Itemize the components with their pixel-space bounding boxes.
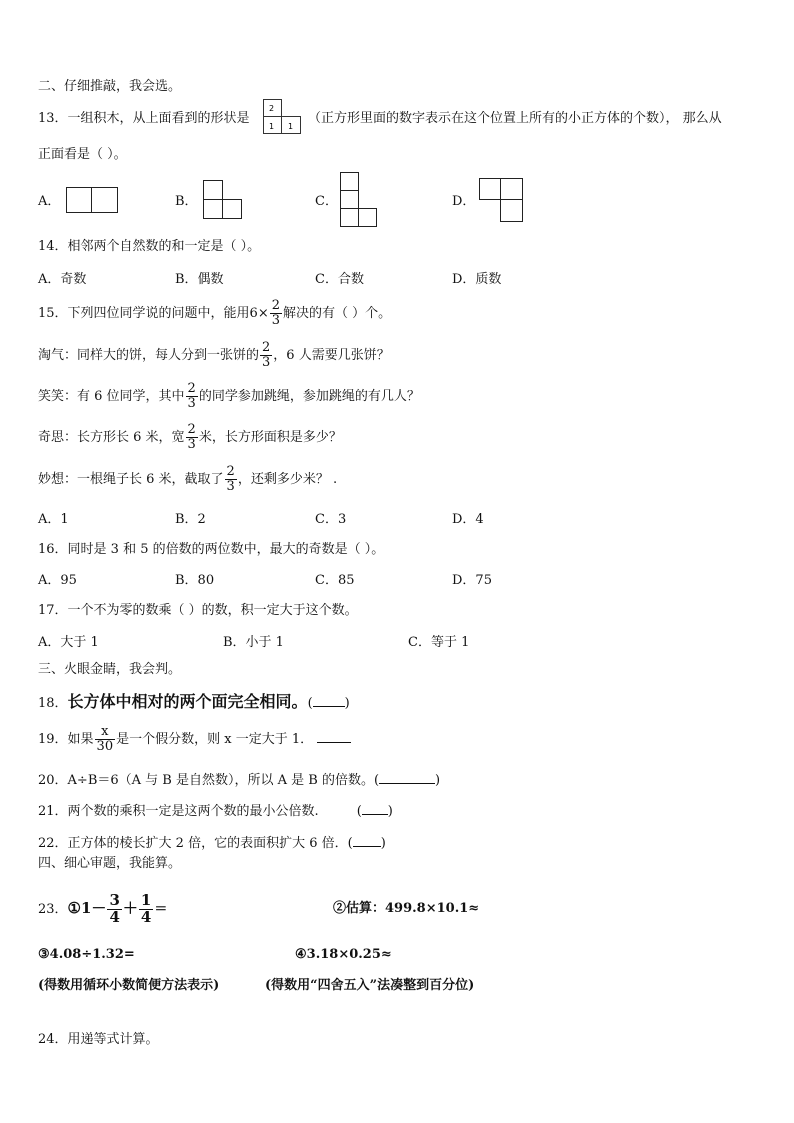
question-24-stem: 24．用递等式计算。: [38, 1032, 159, 1047]
question-23-note-2: (得数用“四舍五入”法凑整到百分位): [265, 978, 475, 993]
question-17-stem: 17．一个不为零的数乘（ ）的数，积一定大于这个数。: [38, 603, 358, 618]
grid-number: 1: [269, 122, 275, 131]
answer-blank[interactable]: [379, 771, 435, 784]
option-b[interactable]: B．小于 1: [223, 635, 284, 650]
option-d[interactable]: D．4: [452, 512, 484, 527]
option-a[interactable]: A．奇数: [38, 272, 87, 287]
fraction: $\frac{2}{3}$: [187, 422, 196, 452]
question-number: 18．: [38, 696, 68, 711]
option-a-figure: [66, 187, 120, 214]
option-b[interactable]: B．偶数: [175, 272, 224, 287]
statement-miaoxiang: 妙想：一根绳子长 6 米，截取了 $\frac{2}{3}$ ，还剩多少米？ .: [38, 464, 338, 494]
answer-blank[interactable]: [317, 730, 351, 743]
question-19: 19．如果 $\frac{x}{30}$ 是一个假分数，则 x 一定大于 1．: [38, 722, 351, 758]
question-13-line2: 正面看是（ ）。: [38, 147, 127, 162]
stem-text: 解决的有（ ）个。: [283, 306, 392, 321]
option-b[interactable]: B．80: [175, 573, 215, 588]
question-23-part-3: ③4.08÷1.32=: [38, 947, 135, 962]
option-c[interactable]: C．3: [315, 512, 347, 527]
option-d-figure: [479, 178, 525, 224]
question-23-part-2: ②估算：499.8×10.1≈: [333, 901, 480, 916]
fraction: $\frac{2}{3}$: [187, 381, 196, 411]
section-title: 二、仔细推敲，我会选。: [38, 79, 182, 94]
question-13-prefix: 13．一组积木，从上面看到的形状是: [38, 111, 250, 126]
option-c[interactable]: C．合数: [315, 272, 364, 287]
question-text: 长方体中相对的两个面完全相同。: [67, 692, 308, 711]
question-23-part-1: 23．①1－ $\frac{3}{4}$ ＋ $\frac{1}{4}$ ＝: [38, 891, 168, 926]
option-b[interactable]: B．2: [175, 512, 206, 527]
question-16-stem: 16．同时是 3 和 5 的倍数的两位数中，最大的奇数是（ ）。: [38, 542, 385, 557]
option-c[interactable]: C．85: [315, 573, 355, 588]
fraction: $\frac{x}{30}$: [96, 724, 114, 754]
option-d-label[interactable]: D．: [452, 194, 476, 209]
option-c-figure: [340, 172, 380, 228]
section-title: 三、火眼金睛，我会判。: [38, 662, 182, 677]
option-d[interactable]: D．质数: [452, 272, 502, 287]
question-18: 18．长方体中相对的两个面完全相同。( ): [38, 692, 350, 711]
question-23-part-4: ④3.18×0.25≈: [295, 947, 392, 962]
question-20: 20．A÷B＝6（A 与 B 是自然数），所以 A 是 B 的倍数。( ): [38, 773, 441, 788]
option-c-label[interactable]: C．: [315, 194, 338, 209]
option-a[interactable]: A．大于 1: [38, 635, 99, 650]
expr-lead: 6×: [249, 306, 269, 321]
stem-text: 15．下列四位同学说的问题中，能用: [38, 306, 250, 321]
question-13-suffix: （正方形里面的数字表示在这个位置上所有的小正方体的个数）， 那么从: [308, 111, 722, 126]
option-b-figure: [203, 180, 245, 220]
question-15-stem: [38, 296, 391, 332]
answer-blank[interactable]: [362, 802, 388, 815]
top-view-grid-figure: [263, 99, 303, 135]
option-b-label[interactable]: B．: [175, 194, 198, 209]
fraction: $\frac{2}{3}$: [262, 340, 271, 370]
grid-number: 1: [288, 122, 294, 131]
option-a-label[interactable]: A．: [38, 194, 61, 209]
question-14-stem: 14．相邻两个自然数的和一定是（ ）。: [38, 239, 261, 254]
statement-xiaoxiao: 笑笑：有 6 位同学，其中 $\frac{2}{3}$ 的同学参加跳绳，参加跳绳的有几人？: [38, 381, 420, 411]
statement-qisi: 奇思：长方形长 6 米，宽 $\frac{2}{3}$ 米，长方形面积是多少？: [38, 422, 342, 452]
question-21: 21．两个数的乘积一定是这两个数的最小公倍数. ( ): [38, 804, 393, 819]
question-23-note-1: (得数用循环小数简便方法表示): [38, 978, 220, 993]
statement-taoqi: 淘气：同样大的饼，每人分到一张饼的 $\frac{2}{3}$ ，6 人需要几张饼？: [38, 340, 390, 370]
answer-blank[interactable]: [313, 694, 345, 707]
question-22: 22．正方体的棱长扩大 2 倍，它的表面积扩大 6 倍．( ): [38, 836, 386, 851]
fraction: $\frac{2}{3}$: [271, 298, 280, 328]
option-d[interactable]: D．75: [452, 573, 492, 588]
grid-number: 2: [269, 104, 275, 113]
option-c[interactable]: C．等于 1: [408, 635, 470, 650]
option-a[interactable]: A．95: [38, 573, 77, 588]
fraction: $\frac{2}{3}$: [226, 464, 235, 494]
option-a[interactable]: A．1: [38, 512, 69, 527]
fraction: $\frac{1}{4}$: [140, 891, 152, 926]
answer-blank[interactable]: [353, 834, 381, 847]
fraction: $\frac{3}{4}$: [109, 891, 120, 926]
section-title: 四、细心审题，我能算。: [38, 856, 182, 871]
